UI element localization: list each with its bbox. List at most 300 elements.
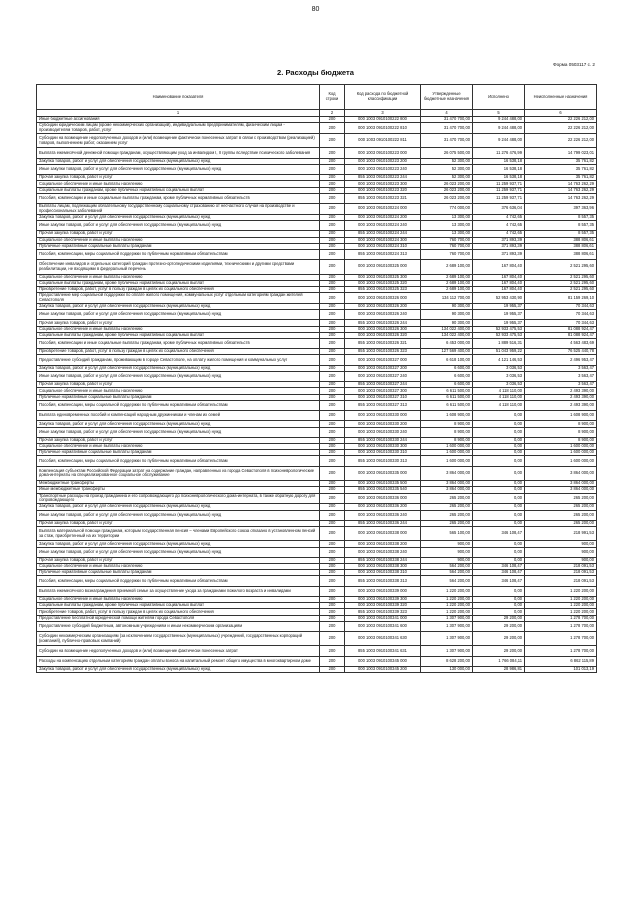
table-row	[37, 667, 597, 673]
row-code-cell: 200	[320, 310, 345, 320]
row-classification-cell: 000 1003 0910100330 200	[345, 421, 421, 427]
row-executed-cell: 0,00	[473, 586, 525, 596]
row-executed-cell: 0,00	[473, 597, 525, 603]
row-name-cell: Субсидии некоммерческим организациям (за исключением государственных (муниципальных) учреждений, государственных корпораций (компаний), публично-правовых компаний)	[37, 632, 320, 646]
row-code-cell: 200	[320, 221, 345, 231]
row-executed-cell: 52 953 430,90	[473, 293, 525, 304]
row-classification-cell: 855 1003 0910100335 540	[345, 487, 421, 493]
table-row	[37, 310, 597, 320]
row-classification-cell: 000 1003 0910100336 240	[345, 510, 421, 520]
row-classification-cell: 000 1003 0910100339 000	[345, 586, 421, 596]
table-header-row	[37, 85, 597, 110]
row-code-cell: 200	[320, 603, 345, 609]
row-executed-cell: 346 108,47	[473, 527, 525, 541]
row-executed-cell: 346 108,47	[473, 570, 525, 576]
row-classification-cell: 000 1003 0910100345 000	[345, 656, 421, 666]
row-executed-cell: 0,00	[473, 437, 525, 443]
row-approved-cell: 6 611 500,00	[421, 388, 473, 394]
row-approved-cell: 3 864 000,00	[421, 487, 473, 493]
row-unexecuted-cell: 218 091,53	[525, 564, 597, 570]
row-code-cell: 200	[320, 326, 345, 332]
table-row	[37, 371, 597, 381]
row-name-cell: Пособия, компенсации и иные социальные выплаты гражданам, кроме публичных нормативных обязательств	[37, 339, 320, 349]
row-code-cell: 200	[320, 388, 345, 394]
row-code-cell: 200	[320, 493, 345, 504]
row-code-cell: 200	[320, 527, 345, 541]
row-executed-cell: 167 804,40	[473, 280, 525, 286]
row-unexecuted-cell: 8 900,00	[525, 427, 597, 437]
row-code-cell: 200	[320, 667, 345, 673]
row-classification-cell: 000 1003 0910100330 310	[345, 450, 421, 456]
row-classification-cell: 855 1003 0910100327 313	[345, 400, 421, 410]
row-approved-cell: 900,00	[421, 557, 473, 563]
row-executed-cell: 346 108,47	[473, 576, 525, 586]
row-unexecuted-cell: 22 226 212,00	[525, 123, 597, 134]
row-unexecuted-cell: 70 344,63	[525, 320, 597, 326]
row-executed-cell: 4 742,65	[473, 214, 525, 220]
table-row	[37, 527, 597, 541]
row-unexecuted-cell: 2 521 295,60	[525, 274, 597, 280]
row-unexecuted-cell: 1 278 700,00	[525, 632, 597, 646]
column-header-code: Код строки	[320, 85, 345, 110]
row-name-cell: Социальные выплаты гражданам, кроме публичных нормативных социальных выплат	[37, 332, 320, 338]
row-approved-cell: 8 628 200,00	[421, 656, 473, 666]
table-row	[37, 493, 597, 504]
row-executed-cell: 9 244 488,00	[473, 134, 525, 148]
row-approved-cell: 1 307 900,00	[421, 632, 473, 646]
row-approved-cell: 1 220 200,00	[421, 609, 473, 615]
row-unexecuted-cell: 265 200,00	[525, 510, 597, 520]
table-row	[37, 134, 597, 148]
row-code-cell: 200	[320, 547, 345, 557]
row-executed-cell: 167 804,40	[473, 274, 525, 280]
row-approved-cell: 3 864 000,00	[421, 481, 473, 487]
table-row	[37, 193, 597, 203]
row-classification-cell: 000 1003 0910100222 810	[345, 123, 421, 134]
row-unexecuted-cell: 35 761,82	[525, 164, 597, 174]
row-code-cell: 200	[320, 237, 345, 243]
row-code-cell: 200	[320, 510, 345, 520]
table-row	[37, 632, 597, 646]
row-classification-cell: 000 1003 0910100326 240	[345, 310, 421, 320]
row-classification-cell: 000 1003 0910100224 310	[345, 243, 421, 249]
row-name-cell: Социальное обеспечение и иные выплаты населению	[37, 444, 320, 450]
row-executed-cell: 19 955,37	[473, 303, 525, 309]
row-executed-cell: 11 259 937,71	[473, 181, 525, 187]
row-classification-cell: 000 1003 0910100339 300	[345, 597, 421, 603]
row-approved-cell: 134 022 400,00	[421, 326, 473, 332]
row-code-cell: 200	[320, 450, 345, 456]
row-unexecuted-cell: 1 600 000,00	[525, 444, 597, 450]
row-executed-cell: 0,00	[473, 557, 525, 563]
table-row	[37, 221, 597, 231]
row-name-cell: Закупка товаров, работ и услуг для обеспечения государственных (муниципальных) нужд	[37, 214, 320, 220]
row-code-cell: 200	[320, 365, 345, 371]
row-classification-cell: 000 1003 0910100341 630	[345, 632, 421, 646]
row-approved-cell: 265 200,00	[421, 504, 473, 510]
table-row	[37, 148, 597, 158]
row-code-cell: 200	[320, 557, 345, 563]
row-unexecuted-cell: 388 806,61	[525, 243, 597, 249]
row-unexecuted-cell: 3 864 000,00	[525, 487, 597, 493]
row-classification-cell: 855 1003 0910100223 321	[345, 193, 421, 203]
row-approved-cell: 6 600,00	[421, 365, 473, 371]
row-classification-cell: 000 1003 0910100338 300	[345, 564, 421, 570]
row-approved-cell: 900,00	[421, 541, 473, 547]
row-name-cell: Публичные нормативные социальные выплаты гражданам	[37, 450, 320, 456]
row-approved-cell: 1 600 000,00	[421, 450, 473, 456]
row-unexecuted-cell: 3 563,47	[525, 365, 597, 371]
row-executed-cell: 376 636,04	[473, 204, 525, 215]
row-classification-cell: 000 1003 0910100223 200	[345, 158, 421, 164]
row-classification-cell: 855 1003 0910100326 244	[345, 320, 421, 326]
row-name-cell: Выплата ежемесячного вознаграждения приемной семье за осуществление ухода за гражданами пожилого возраста и инвалидами	[37, 586, 320, 596]
row-name-cell: Иные закупки товаров, работ и услуг для обеспечения государственных (муниципальных) нужд	[37, 510, 320, 520]
row-name-cell: Социальные выплаты гражданам, кроме публичных нормативных социальных выплат	[37, 187, 320, 193]
table-row	[37, 339, 597, 349]
row-name-cell: Выплата материальной помощи гражданам, которым государственная пенсия – членами Европейского союза отказано в установленном пенсий за стаж, приобретенный на их территории	[37, 527, 320, 541]
row-name-cell: Прочая закупка товаров, работ и услуг	[37, 231, 320, 237]
row-approved-cell: 6 611 500,00	[421, 400, 473, 410]
row-code-cell: 200	[320, 193, 345, 203]
row-classification-cell: 000 1003 0910100327 300	[345, 388, 421, 394]
row-name-cell: Субсидии на возмещение недополученных доходов и (или) возмещение фактически понесенных затрат в связи с производством (реализацией) товаров, выполнением работ, оказанием услуг	[37, 134, 320, 148]
row-executed-cell: 52 933 475,53	[473, 332, 525, 338]
row-classification-cell: 000 1003 0910100224 000	[345, 204, 421, 215]
row-executed-cell: 4 118 110,00	[473, 400, 525, 410]
row-unexecuted-cell: 265 200,00	[525, 493, 597, 504]
row-name-cell: Пособия, компенсации, меры социальной поддержки по публичным нормативным обязательствам	[37, 249, 320, 259]
row-approved-cell: 127 569 400,00	[421, 349, 473, 355]
row-approved-cell: 13 300,00	[421, 231, 473, 237]
row-executed-cell: 346 108,47	[473, 564, 525, 570]
row-approved-cell: 134 112 700,00	[421, 293, 473, 304]
row-approved-cell: 8 900,00	[421, 437, 473, 443]
row-name-cell: Расходы на компенсацию отдельным категориям граждан оплаты взноса на капитальный ремонт общего имущества в многоквартирном доме	[37, 656, 320, 666]
row-classification-cell: 000 1003 0910100341 000	[345, 615, 421, 621]
row-code-cell: 200	[320, 427, 345, 437]
row-classification-cell: 000 1003 0910100327 310	[345, 394, 421, 400]
row-code-cell: 200	[320, 646, 345, 656]
row-executed-cell: 167 804,40	[473, 286, 525, 292]
row-executed-cell: 3 036,53	[473, 365, 525, 371]
row-unexecuted-cell: 2 521 295,60	[525, 280, 597, 286]
row-unexecuted-cell: 4 563 483,69	[525, 339, 597, 349]
row-approved-cell: 6 600,00	[421, 371, 473, 381]
row-unexecuted-cell: 900,00	[525, 541, 597, 547]
row-name-cell: Публичные нормативные социальные выплаты гражданам	[37, 394, 320, 400]
table-row	[37, 656, 597, 666]
row-approved-cell: 760 700,00	[421, 243, 473, 249]
row-classification-cell: 000 1003 0910100326 300	[345, 326, 421, 332]
row-executed-cell: 4 742,65	[473, 231, 525, 237]
row-executed-cell: 371 893,39	[473, 249, 525, 259]
row-approved-cell: 130 000,00	[421, 667, 473, 673]
row-unexecuted-cell: 1 220 200,00	[525, 597, 597, 603]
row-classification-cell: 000 1003 0910100335 500	[345, 481, 421, 487]
row-approved-cell: 8 900,00	[421, 421, 473, 427]
row-name-cell: Транспортные расходы на проезд гражданина и его сопровождающего до психоневрологического дома-интерната, в также обратную дорогу для сопровождающего	[37, 493, 320, 504]
row-classification-cell: 855 1003 0910100224 244	[345, 231, 421, 237]
column-number: 4	[421, 110, 473, 117]
row-executed-cell: 0,00	[473, 547, 525, 557]
row-approved-cell: 31 470 700,00	[421, 134, 473, 148]
row-name-cell: Иные закупки товаров, работ и услуг для обеспечения государственных (муниципальных) нужд	[37, 427, 320, 437]
row-unexecuted-cell: 1 220 200,00	[525, 586, 597, 596]
row-executed-cell: 16 538,18	[473, 164, 525, 174]
row-classification-cell: 000 1003 0910100339 320	[345, 603, 421, 609]
row-name-cell: Приобретение товаров, работ, услуг в пользу граждан в целях их социального обеспечения	[37, 286, 320, 292]
table-row	[37, 456, 597, 466]
row-classification-cell: 000 1003 0910100326 000	[345, 293, 421, 304]
row-classification-cell: 855 1003 0910100325 323	[345, 286, 421, 292]
row-name-cell: Социальное обеспечение и иные выплаты населению	[37, 274, 320, 280]
row-name-cell: Социальное обеспечение и иные выплаты населению	[37, 237, 320, 243]
row-executed-cell: 28 986,81	[473, 667, 525, 673]
row-code-cell: 200	[320, 274, 345, 280]
row-executed-cell: 4 118 110,00	[473, 394, 525, 400]
row-classification-cell: 855 1003 0910100336 244	[345, 520, 421, 526]
row-classification-cell: 000 1003 0910100338 000	[345, 527, 421, 541]
row-name-cell: Субсидии на возмещение недополученных доходов и (или) возмещение фактически понесенных затрат	[37, 646, 320, 656]
row-name-cell: Закупка товаров, работ и услуг для обеспечения государственных (муниципальных) нужд	[37, 504, 320, 510]
row-name-cell: Социальные выплаты гражданам, кроме публичных нормативных социальных выплат	[37, 280, 320, 286]
row-executed-cell: 3 036,53	[473, 371, 525, 381]
row-name-cell: Пособия, компенсации, меры социальной поддержки по публичным нормативным обязательствам	[37, 576, 320, 586]
row-code-cell: 200	[320, 400, 345, 410]
row-executed-cell: 0,00	[473, 603, 525, 609]
row-unexecuted-cell: 81 088 924,47	[525, 326, 597, 332]
row-name-cell: Предоставление субсидий гражданам, проживающим в городе Севастополе, на оплату жилого помещения и коммунальных услуг	[37, 355, 320, 365]
row-classification-cell: 000 1003 0910100223 300	[345, 181, 421, 187]
row-approved-cell: 52 300,00	[421, 158, 473, 164]
row-approved-cell: 1 220 200,00	[421, 603, 473, 609]
row-approved-cell: 760 700,00	[421, 237, 473, 243]
row-code-cell: 200	[320, 303, 345, 309]
row-approved-cell: 31 470 700,00	[421, 123, 473, 134]
row-name-cell: Прочая закупка товаров, работ и услуг	[37, 175, 320, 181]
row-unexecuted-cell: 70 344,63	[525, 310, 597, 320]
row-executed-cell: 11 259 937,71	[473, 193, 525, 203]
row-executed-cell: 29 200,00	[473, 615, 525, 621]
row-executed-cell: 0,00	[473, 466, 525, 480]
row-classification-cell: 000 1003 0910100222 811	[345, 134, 421, 148]
row-classification-cell: 000 1003 0910100345 200	[345, 667, 421, 673]
row-classification-cell: 000 1003 0910100224 200	[345, 214, 421, 220]
row-classification-cell: 000 1003 0910100325 300	[345, 274, 421, 280]
row-classification-cell: 000 1003 0910100336 200	[345, 504, 421, 510]
row-unexecuted-cell: 76 525 440,78	[525, 349, 597, 355]
row-name-cell: Закупка товаров, работ и услуг для обеспечения государственных (муниципальных) нужд	[37, 421, 320, 427]
table-row	[37, 547, 597, 557]
row-name-cell: Закупка товаров, работ и услуг для обеспечения государственных (муниципальных) нужд	[37, 541, 320, 547]
row-approved-cell: 760 700,00	[421, 249, 473, 259]
row-name-cell: Прочая закупка товаров, работ и услуг	[37, 520, 320, 526]
row-code-cell: 200	[320, 437, 345, 443]
row-code-cell: 200	[320, 293, 345, 304]
row-code-cell: 200	[320, 214, 345, 220]
row-code-cell: 200	[320, 586, 345, 596]
row-executed-cell: 11 259 937,71	[473, 187, 525, 193]
table-row	[37, 646, 597, 656]
row-approved-cell: 52 300,00	[421, 175, 473, 181]
row-classification-cell: 855 1003 0910100326 321	[345, 339, 421, 349]
row-code-cell: 200	[320, 249, 345, 259]
row-classification-cell: 855 1003 0910100338 244	[345, 557, 421, 563]
row-name-cell: Субсидии юридическим лицам (кроме некоммерческих организаций), индивидуальным предпринимателям, физическим лицам - производителям товаров, работ, услуг	[37, 123, 320, 134]
row-code-cell: 200	[320, 481, 345, 487]
row-classification-cell: 000 1003 0910100223 240	[345, 164, 421, 174]
row-classification-cell: 000 1003 0910100326 200	[345, 303, 421, 309]
row-approved-cell: 6 618 100,00	[421, 355, 473, 365]
column-header-executed: Исполнено	[473, 85, 525, 110]
row-unexecuted-cell: 35 761,82	[525, 158, 597, 164]
row-executed-cell: 19 955,37	[473, 310, 525, 320]
row-classification-cell: 000 1003 0910100327 000	[345, 355, 421, 365]
row-executed-cell: 4 121 146,53	[473, 355, 525, 365]
row-approved-cell: 6 611 500,00	[421, 394, 473, 400]
row-unexecuted-cell: 2 496 953,47	[525, 355, 597, 365]
row-approved-cell: 26 023 200,00	[421, 181, 473, 187]
row-name-cell: Иные бюджетные ассигнования	[37, 117, 320, 123]
row-code-cell: 200	[320, 411, 345, 421]
row-executed-cell: 29 200,00	[473, 621, 525, 631]
row-code-cell: 200	[320, 164, 345, 174]
column-header-classification: Код расхода по бюджетной классификации	[345, 85, 421, 110]
row-code-cell: 200	[320, 158, 345, 164]
row-classification-cell: 000 1003 0910100330 300	[345, 444, 421, 450]
budget-expenses-table	[36, 84, 597, 673]
row-executed-cell: 19 955,37	[473, 320, 525, 326]
row-approved-cell: 564 200,00	[421, 564, 473, 570]
row-unexecuted-cell: 14 763 262,29	[525, 193, 597, 203]
row-executed-cell: 3 036,53	[473, 382, 525, 388]
column-number: 3	[345, 110, 421, 117]
row-unexecuted-cell: 3 864 000,00	[525, 466, 597, 480]
row-executed-cell: 0,00	[473, 493, 525, 504]
row-name-cell: Выплата единовременных пособий и компенсаций народным дружинникам и членам их семей	[37, 411, 320, 421]
row-name-cell: Закупка товаров, работ и услуг для обеспечения государственных (муниципальных) нужд	[37, 303, 320, 309]
row-classification-cell: 855 1003 0910100341 631	[345, 646, 421, 656]
row-approved-cell: 265 200,00	[421, 520, 473, 526]
row-executed-cell: 0,00	[473, 481, 525, 487]
row-approved-cell: 774 000,00	[421, 204, 473, 215]
row-code-cell: 200	[320, 382, 345, 388]
row-code-cell: 200	[320, 148, 345, 158]
row-approved-cell: 31 470 700,00	[421, 117, 473, 123]
row-code-cell: 200	[320, 339, 345, 349]
row-executed-cell: 0,00	[473, 510, 525, 520]
row-executed-cell: 29 200,00	[473, 646, 525, 656]
row-unexecuted-cell: 70 344,63	[525, 303, 597, 309]
row-unexecuted-cell: 14 763 262,29	[525, 187, 597, 193]
row-name-cell: Прочая закупка товаров, работ и услуг	[37, 437, 320, 443]
row-code-cell: 200	[320, 332, 345, 338]
row-name-cell: Закупка товаров, работ и услуг для обеспечения государственных (муниципальных) нужд	[37, 667, 320, 673]
row-code-cell: 200	[320, 421, 345, 427]
row-classification-cell: 855 1003 0910100338 313	[345, 576, 421, 586]
row-code-cell: 200	[320, 181, 345, 187]
row-name-cell: Прочая закупка товаров, работ и услуг	[37, 382, 320, 388]
row-approved-cell: 565 100,00	[421, 527, 473, 541]
row-approved-cell: 13 300,00	[421, 221, 473, 231]
row-classification-cell: 000 1003 0910100338 240	[345, 547, 421, 557]
row-code-cell: 200	[320, 609, 345, 615]
row-classification-cell: 000 1003 0910100325 320	[345, 280, 421, 286]
row-unexecuted-cell: 14 763 262,29	[525, 181, 597, 187]
row-executed-cell: 0,00	[473, 450, 525, 456]
row-code-cell: 200	[320, 597, 345, 603]
row-name-cell: Иные закупки товаров, работ и услуг для обеспечения государственных (муниципальных) нужд	[37, 547, 320, 557]
row-classification-cell: 000 1003 0910100327 240	[345, 371, 421, 381]
row-approved-cell: 1 600 000,00	[421, 444, 473, 450]
row-approved-cell: 26 075 500,00	[421, 148, 473, 158]
row-name-cell: Иные закупки товаров, работ и услуг для обеспечения государственных (муниципальных) нужд	[37, 310, 320, 320]
row-classification-cell: 855 1003 0910100223 244	[345, 175, 421, 181]
row-executed-cell: 52 933 475,53	[473, 326, 525, 332]
row-name-cell: Приобретение товаров, работ, услуг в пользу граждан в целях их социального обеспечения	[37, 609, 320, 615]
row-executed-cell: 167 804,40	[473, 260, 525, 274]
row-code-cell: 200	[320, 466, 345, 480]
row-code-cell: 200	[320, 520, 345, 526]
row-approved-cell: 1 220 200,00	[421, 586, 473, 596]
row-unexecuted-cell: 218 991,53	[525, 527, 597, 541]
row-name-cell: Прочая закупка товаров, работ и услуг	[37, 320, 320, 326]
row-unexecuted-cell: 1 220 200,00	[525, 603, 597, 609]
row-classification-cell: 855 1003 0910100330 313	[345, 456, 421, 466]
row-code-cell: 200	[320, 564, 345, 570]
table-row	[37, 293, 597, 304]
row-unexecuted-cell: 388 806,61	[525, 237, 597, 243]
row-classification-cell: 000 1003 0910100338 310	[345, 570, 421, 576]
row-approved-cell: 6 600,00	[421, 382, 473, 388]
form-label: Форма 0503117 с. 2	[553, 62, 595, 67]
row-code-cell: 200	[320, 286, 345, 292]
row-unexecuted-cell: 8 900,00	[525, 421, 597, 427]
table-row	[37, 400, 597, 410]
table-body	[37, 117, 597, 673]
row-name-cell: Иные межбюджетные трансферты	[37, 487, 320, 493]
row-code-cell: 200	[320, 541, 345, 547]
row-unexecuted-cell: 1 608 900,00	[525, 411, 597, 421]
row-unexecuted-cell: 22 226 212,00	[525, 117, 597, 123]
row-approved-cell: 265 200,00	[421, 510, 473, 520]
row-unexecuted-cell: 101 013,19	[525, 667, 597, 673]
row-classification-cell: 000 1003 0910100224 300	[345, 237, 421, 243]
row-code-cell: 200	[320, 175, 345, 181]
table-row	[37, 466, 597, 480]
table-row	[37, 621, 597, 631]
row-unexecuted-cell: 8 557,35	[525, 231, 597, 237]
column-number: 5	[473, 110, 525, 117]
row-approved-cell: 1 307 900,00	[421, 615, 473, 621]
row-approved-cell: 1 307 900,00	[421, 646, 473, 656]
section-title: 2. Расходы бюджета	[277, 68, 354, 77]
row-classification-cell: 000 1003 0910100335 000	[345, 466, 421, 480]
table-row	[37, 576, 597, 586]
row-code-cell: 200	[320, 349, 345, 355]
row-executed-cell: 4 742,65	[473, 221, 525, 231]
table-row	[37, 355, 597, 365]
row-classification-cell: 000 1003 0910100336 000	[345, 493, 421, 504]
row-unexecuted-cell: 2 493 390,00	[525, 394, 597, 400]
row-unexecuted-cell: 2 493 390,00	[525, 388, 597, 394]
row-unexecuted-cell: 2 493 390,00	[525, 400, 597, 410]
row-code-cell: 200	[320, 504, 345, 510]
row-approved-cell: 6 453 000,00	[421, 339, 473, 349]
row-unexecuted-cell: 2 521 295,60	[525, 286, 597, 292]
row-unexecuted-cell: 22 226 212,00	[525, 134, 597, 148]
